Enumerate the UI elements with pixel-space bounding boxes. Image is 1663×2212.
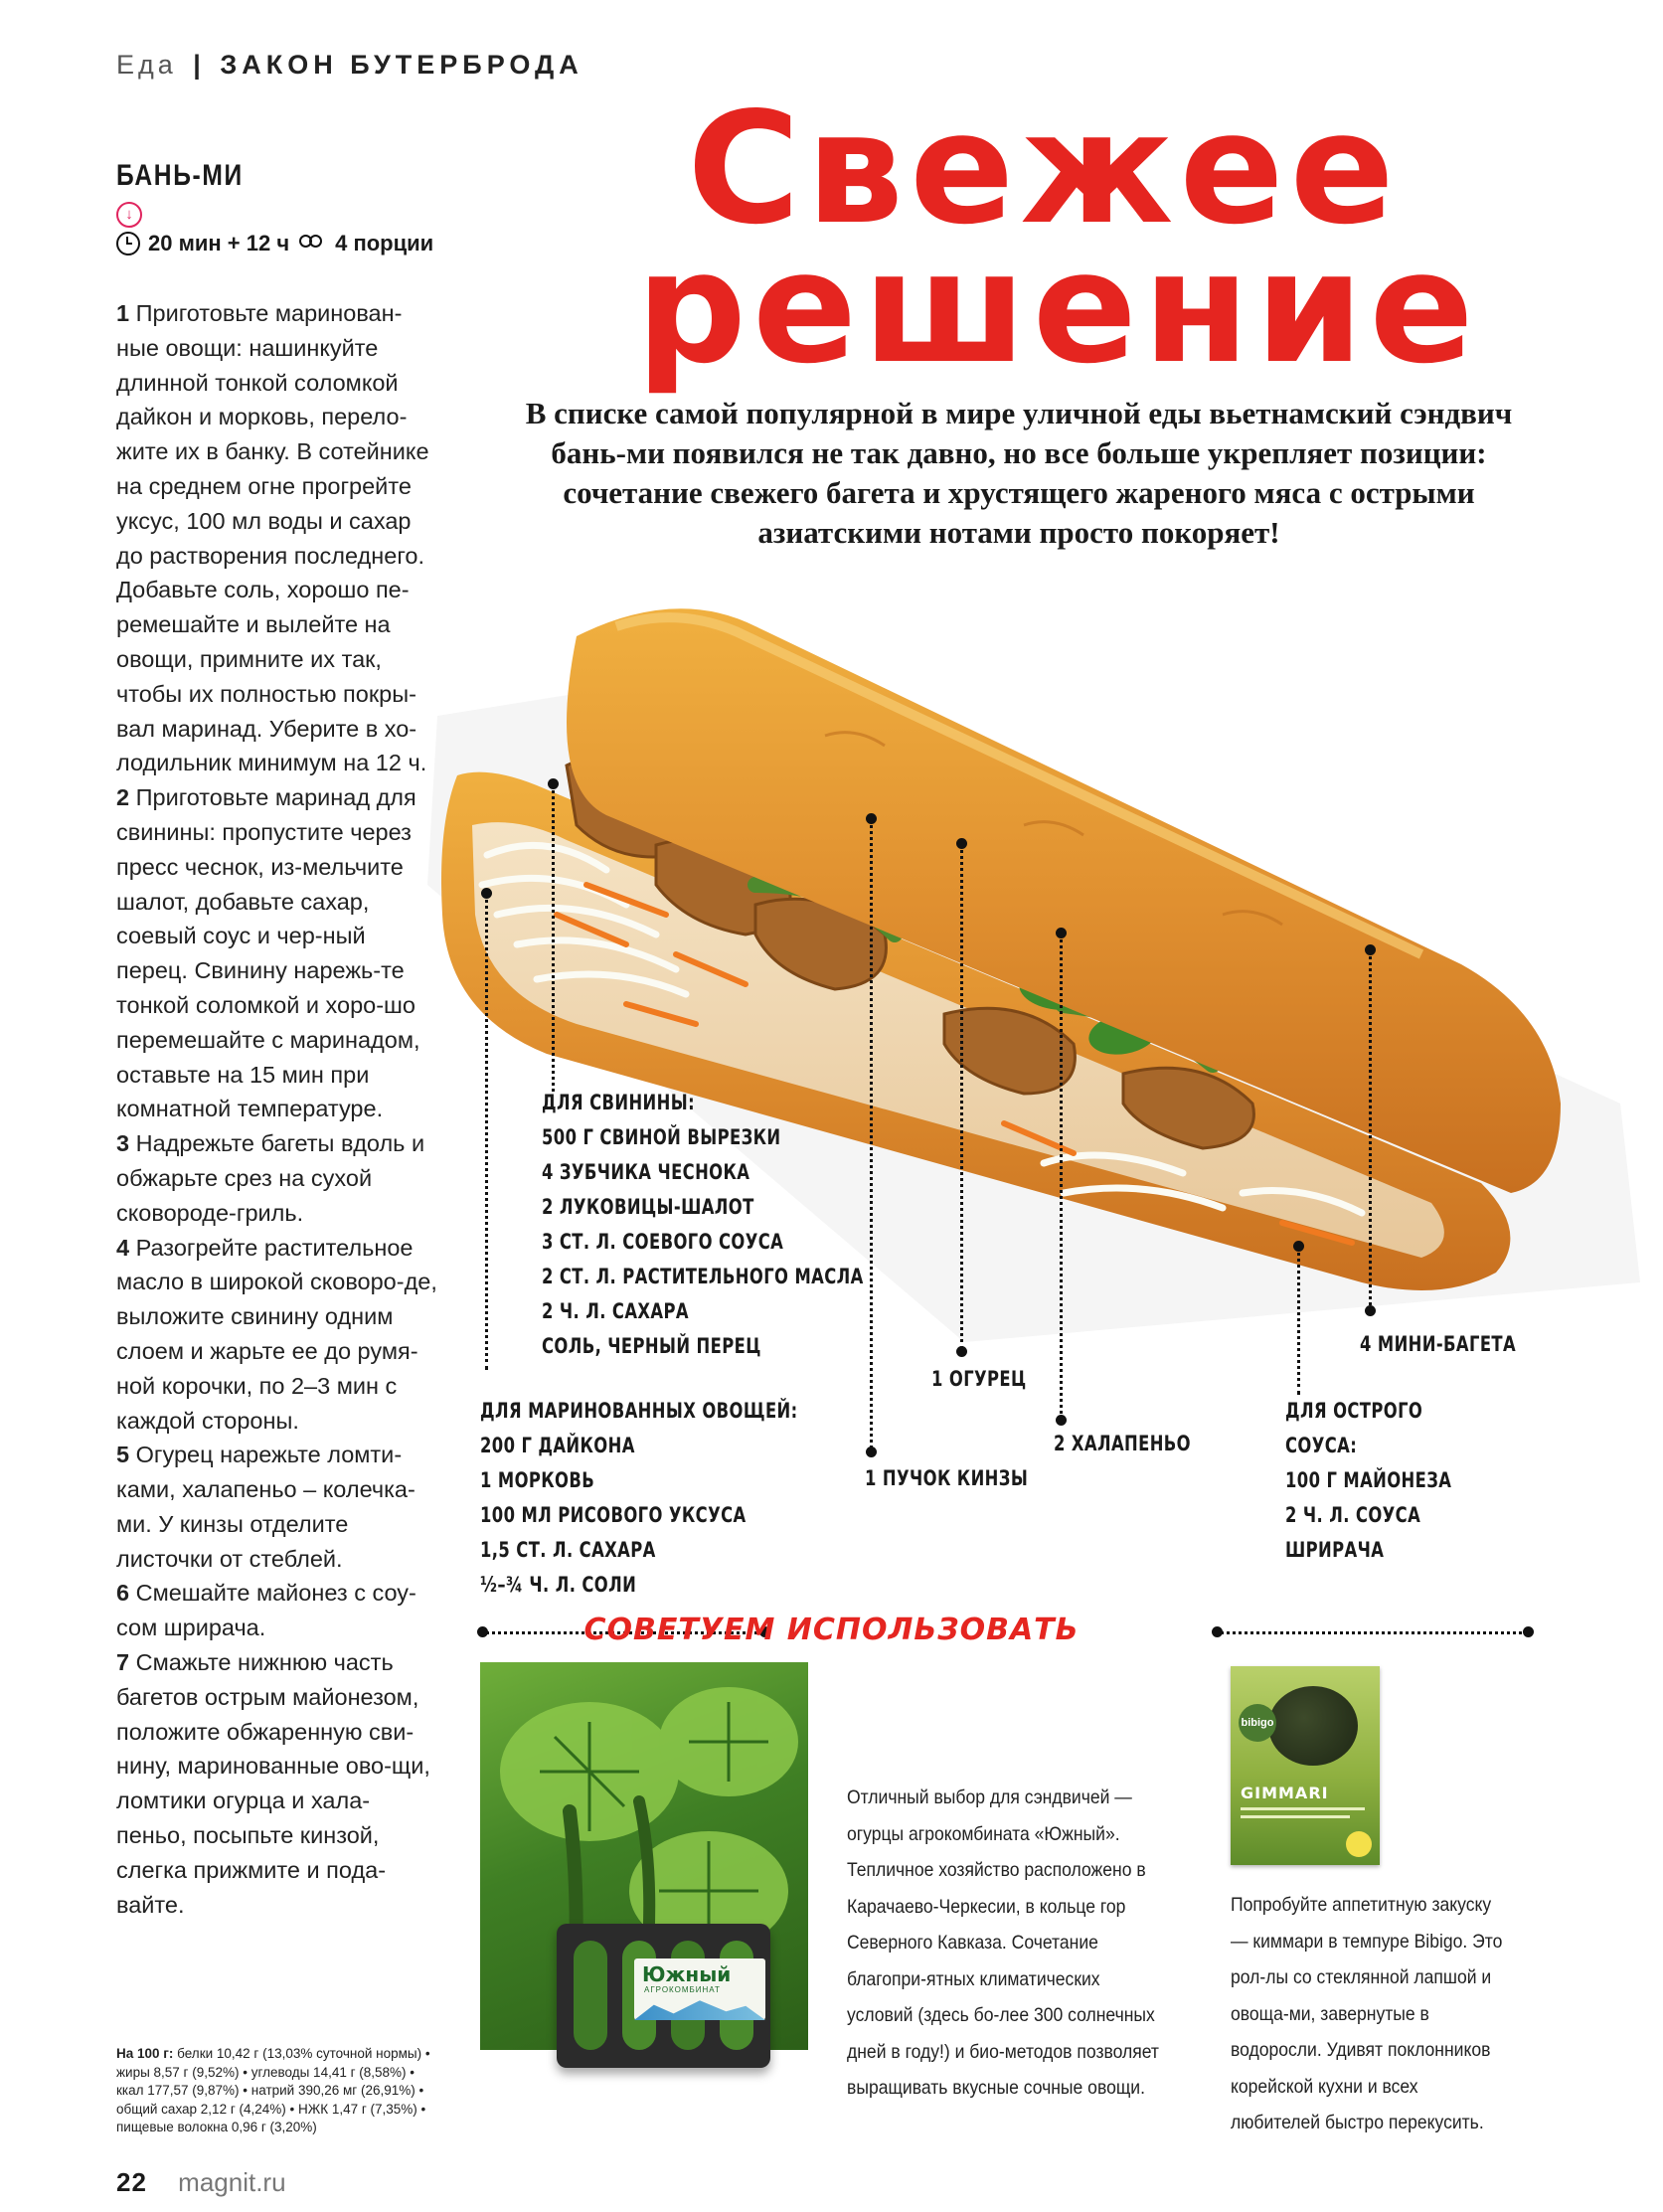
ingredient-heading: ДЛЯ ОСТРОГО — [1285, 1399, 1423, 1423]
ingredient-heading: ДЛЯ МАРИНОВАННЫХ ОВОЩЕЙ: — [480, 1399, 798, 1423]
brand-label — [634, 1958, 765, 2020]
leader-dot-cucumber — [956, 838, 967, 849]
brand-logo: Южный — [642, 1962, 732, 1986]
leader-dot-sauce — [1293, 1241, 1304, 1252]
section-name: Еда — [116, 50, 177, 80]
recipe-steps — [116, 296, 439, 1922]
persons-icon — [297, 235, 327, 253]
headline — [636, 79, 1480, 398]
headline-line-1: Свежее — [687, 79, 1401, 258]
recipe-name: БАНЬ-МИ — [116, 159, 244, 192]
leader-line-baguette — [1369, 949, 1372, 1312]
leader-line-cucumber — [960, 843, 963, 1350]
ingredient-item: 1,5 СТ. Л. САХАРА — [480, 1538, 656, 1562]
bibigo-logo: bibigo — [1239, 1704, 1276, 1742]
leader-line-jalapeno — [1060, 933, 1063, 1420]
ingredient-heading: СОУСА: — [1285, 1434, 1358, 1457]
step-1: 1 Приготовьте маринован-ные овощи: нашинкуйте длинной тонкой соломкой дайкон и морковь, перело-жите их в банку. В сотейнике на среднем огне прогрейте уксус, 100 мл воды и сахар до растворения последнего. Добавьте соль, хорошо пе-ремешайте и вылейте на овощи, примните их так, чтобы их полностью покры-вал маринад. Уберите в хо-лодильник минимум на 12 ч. — [116, 300, 429, 776]
leader-line-pork — [552, 783, 555, 1092]
ingredients-pickled — [480, 1394, 798, 1603]
recipe-time: 20 мин + 12 ч — [148, 231, 290, 255]
product2-description: Попробуйте аппетитную закуску — киммари в темпуре Bibigo. Это рол-лы со стеклянной лапшой и овоща-ми, завернутые в водоросли. Удивят поклонников корейской кухни и всех любителей быстро перекусить. — [1231, 1894, 1503, 2133]
ingredient-item: ½–¾ Ч. Л. СОЛИ — [480, 1573, 637, 1597]
mountain-graphic — [634, 1998, 765, 2020]
ingredient-item: 3 СТ. Л. СОЕВОГО СОУСА — [542, 1230, 784, 1254]
leader-line-sauce — [1297, 1246, 1300, 1395]
leader-endpoint-cilantro — [866, 1446, 877, 1457]
ingredient-item: ШРИРАЧА — [1285, 1538, 1385, 1562]
ingredient-jalapeno: 2 ХАЛАПЕНЬО — [1054, 1432, 1191, 1455]
ingredient-cucumber: 1 ОГУРЕЦ — [931, 1367, 1027, 1391]
ingredient-cilantro: 1 ПУЧОК КИНЗЫ — [865, 1466, 1029, 1490]
recipe-servings: 4 порции — [335, 231, 434, 255]
leader-dot-jalapeno — [1056, 928, 1067, 938]
site-link[interactable]: magnit.ru — [178, 2167, 286, 2197]
nutrition-label: На 100 г: — [116, 2046, 174, 2061]
ingredients-pork — [542, 1086, 864, 1364]
leader-dot-pork — [548, 778, 559, 789]
section-topic: ЗАКОН БУТЕРБРОДА — [220, 50, 583, 80]
nutrition-values: белки 10,42 г (13,03% суточной нормы) • жиры 8,57 г (9,52%) • углеводы 14,41 г (8,58%) • ккал 177,57 (9,87%) • натрий 390,26 мг (26,91%) • общий сахар 2,12 г (4,24%) • НЖК 1,47 г (7,35%) • пищевые волокна 0,96 г (3,20%) — [116, 2046, 430, 2134]
ingredient-item: 2 Ч. Л. СОУСА — [1285, 1503, 1421, 1527]
step-3: 3 Надрежьте багеты вдоль и обжарьте срез на сухой сковороде-гриль. — [116, 1130, 425, 1226]
ingredient-baguette: 4 МИНИ-БАГЕТА — [1360, 1332, 1517, 1356]
ingredient-item: 500 Г СВИНОЙ ВЫРЕЗКИ — [542, 1125, 781, 1149]
leader-dot-pickled — [481, 888, 492, 899]
clock-icon — [116, 232, 140, 255]
ingredient-item: 100 Г МАЙОНЕЗА — [1285, 1468, 1452, 1492]
leader-endpoint-jalapeno — [1056, 1415, 1067, 1426]
product-name: GIMMARI — [1241, 1784, 1329, 1802]
step-2: 2 Приготовьте маринад для свинины: пропустите через пресс чеснок, из-мельчите шалот, добавьте сахар, соевый соус и чер-ный перец. Свинину нарежь-те тонкой соломкой и хоро-шо перемешайте с маринадом, оставьте на 15 мин при комнатной температуре. — [116, 784, 420, 1122]
ingredient-item: 100 МЛ РИСОВОГО УКСУСА — [480, 1503, 747, 1527]
leader-endpoint-baguette — [1365, 1305, 1376, 1316]
step-6: 6 Смешайте майонез с соу-сом шрирача. — [116, 1580, 416, 1641]
recipe-meta — [116, 231, 433, 256]
ingredient-item: 1 МОРКОВЬ — [480, 1468, 595, 1492]
package-badge — [1346, 1831, 1372, 1857]
section-header — [116, 50, 583, 81]
page-footer — [116, 2167, 286, 2198]
lead-paragraph: В списке самой популярной в мире уличной еды вьетнамский сэндвич бань-ми появился не так давно, но все больше укрепляет позиции: сочетание свежего багета и хрустящего жареного мяса с острыми азиатскими нотами просто покоряет! — [525, 396, 1513, 550]
nutrition-info — [116, 2045, 434, 2137]
ingredient-heading: ДЛЯ СВИНИНЫ: — [542, 1091, 696, 1114]
leader-line-cilantro — [870, 818, 873, 1454]
leader-line-pickled — [485, 893, 488, 1370]
ingredient-item: 4 ЗУБЧИКА ЧЕСНОКА — [542, 1160, 750, 1184]
recommend-divider-right — [1215, 1631, 1528, 1634]
headline-line-2: решение — [636, 218, 1480, 398]
ingredients-sauce — [1285, 1394, 1451, 1568]
ingredient-item: 2 Ч. Л. САХАРА — [542, 1299, 689, 1323]
gimmari-photo — [1268, 1686, 1358, 1766]
step-4: 4 Разогрейте растительное масло в широкой сковоро-де, выложите свинину одним слоем и жарьте ее до румя-ной корочки, по 2–3 мин с каждой стороны. — [116, 1234, 437, 1434]
page-number: 22 — [116, 2167, 147, 2197]
product1-description: Отличный выбор для сэндвичей — огурцы агрокомбината «Южный». Тепличное хозяйство расположено в Карачаево-Черкесии, в кольце гор Северного Кавказа. Сочетание благопри-ятных климатических условий (здесь бо-лее 300 солнечных дней в году!) и био-методов позволяет выращивать вкусные сочные овощи. — [847, 1787, 1159, 2099]
step-7: 7 Смажьте нижнюю часть багетов острым майонезом, положите обжаренную сви-нину, маринованные ово-щи, ломтики огурца и хала-пеньо, посыпьте кинзой, слегка прижмите и пода-вайте. — [116, 1649, 430, 1918]
cucumber-package — [557, 1924, 770, 2068]
ingredient-item: 2 СТ. Л. РАСТИТЕЛЬНОГО МАСЛА — [542, 1265, 864, 1288]
leader-dot-cilantro — [866, 813, 877, 824]
leader-dot-baguette — [1365, 944, 1376, 955]
save-pin-icon[interactable]: ↓ — [116, 202, 142, 228]
divider-dot — [1212, 1626, 1223, 1637]
ingredient-item: 2 ЛУКОВИЦЫ-ШАЛОТ — [542, 1195, 754, 1219]
brand-subtitle: АГРОКОМБИНАТ — [644, 1985, 721, 1994]
recommend-title: СОВЕТУЕМ ИСПОЛЬЗОВАТЬ — [583, 1613, 1080, 1647]
leader-endpoint-cucumber — [956, 1346, 967, 1357]
divider-dot — [1523, 1626, 1534, 1637]
bibigo-gimmari-package — [1231, 1666, 1380, 1865]
section-separator: | — [193, 50, 204, 80]
ingredient-item: 200 Г ДАЙКОНА — [480, 1434, 635, 1457]
ingredient-item: СОЛЬ, ЧЕРНЫЙ ПЕРЕЦ — [542, 1334, 761, 1358]
step-5: 5 Огурец нарежьте ломти-ками, халапеньо – колечка-ми. У кинзы отделите листочки от стеблей. — [116, 1442, 416, 1572]
